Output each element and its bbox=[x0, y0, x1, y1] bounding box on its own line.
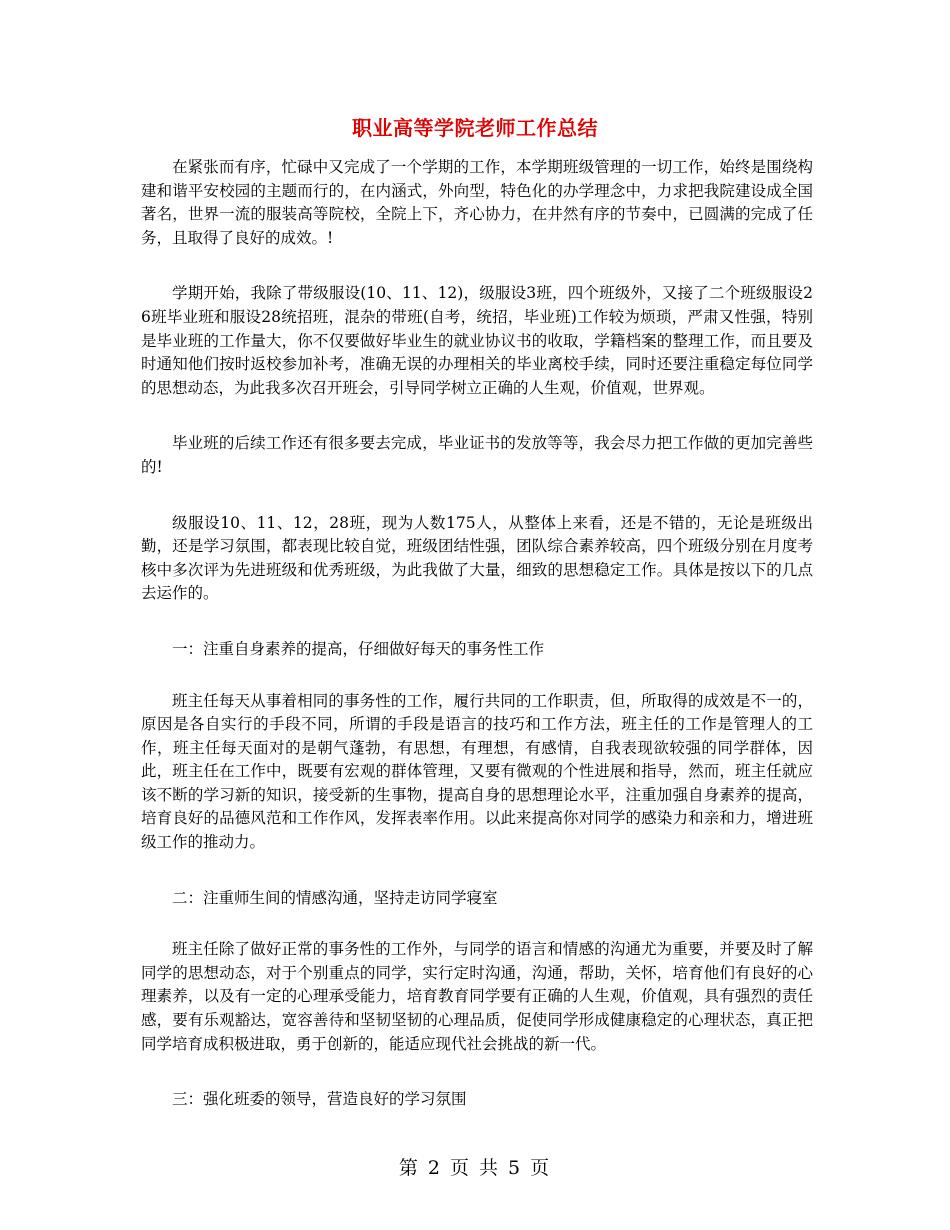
paragraph-intro: 在紧张而有序，忙碌中又完成了一个学期的工作，本学期班级管理的一切工作，始终是围绕构建和谐平安校园的主题而行的，在内涵式，外向型，特色化的办学理念中，力求把我院建设成全国著名，世界一流的服装高等院校，全院上下，齐心协力，在井然有序的节奏中，已圆满的完成了任务，且取得了良好的成效。! bbox=[141, 158, 813, 247]
paragraph-semester-start: 学期开始，我除了带级服设(10、11、12)，级服设3班，四个班级外，又接了二个班级服设26班毕业班和服设28统招班，混杂的带班(自考，统招，毕业班)工作较为烦琐，严肃又性强，特别是毕业班的工作量大，你不仅要做好毕业生的就业协议书的收取，学籍档案的整理工作，而且要及时通知他们按时返校参加补考，准确无误的办理相关的毕业离校手续，同时还要注重稳定每位同学的思想动态，为此我多次召开班会，引导同学树立正确的人生观，价值观，世界观。 bbox=[141, 284, 813, 397]
paragraph-section-1: 班主任每天从事着相同的事务性的工作，履行共同的工作职责，但，所取得的成效是不一的，原因是各自实行的手段不同，所谓的手段是语言的技巧和工作方法，班主任的工作是管理人的工作，班主任每天面对的是朝气蓬勃，有思想，有理想，有感情，自我表现欲较强的同学群体，因此，班主任在工作中，既要有宏观的群体管理，又要有微观的个性进展和指导，然而，班主任就应该不断的学习新的知识，接受新的生事物，提高自身的思想理论水平，注重加强自身素养的提高，培育良好的品德风范和工作作风，发挥表率作用。以此来提高你对同学的感染力和亲和力，增进班级工作的推动力。 bbox=[141, 691, 813, 852]
section-heading-2: 二：注重师生间的情感沟通，坚持走访同学寝室 bbox=[172, 888, 498, 907]
document-title: 职业高等学院老师工作总结 bbox=[352, 116, 598, 140]
paragraph-class-overview: 级服设10、11、12，28班，现为人数175人，从整体上来看，还是不错的，无论是班级出勤，还是学习氛围，都表现比较自觉，班级团结性强，团队综合素养较高，四个班级分别在月度考核中多次评为先进班级和优秀班级，为此我做了大量，细致的思想稳定工作。具体是按以下的几点去运作的。 bbox=[141, 513, 813, 603]
document-body bbox=[141, 156, 813, 1140]
paragraph-graduating-class: 毕业班的后续工作还有很多要去完成，毕业证书的发放等等，我会尽力把工作做的更加完善些的! bbox=[141, 434, 813, 476]
paragraph-section-2: 班主任除了做好正常的事务性的工作外，与同学的语言和情感的沟通尤为重要，并要及时了解同学的思想动态，对于个别重点的同学，实行定时沟通，沟通，帮助，关怀，培育他们有良好的心理素养，以及有一定的心理承受能力，培育教育同学要有正确的人生观，价值观，具有强烈的责任感，要有乐观豁达，宽容善待和坚韧坚韧的心理品质，促使同学形成健康稳定的心理状态，真正把同学培育成积极进取，勇于创新的，能适应现代社会挑战的新一代。 bbox=[141, 940, 813, 1053]
page-number-footer: 第 2 页 共 5 页 bbox=[398, 1157, 552, 1179]
section-heading-3: 三：强化班委的领导，营造良好的学习氛围 bbox=[172, 1090, 467, 1109]
section-heading-1: 一：注重自身素养的提高，仔细做好每天的事务性工作 bbox=[172, 639, 545, 658]
